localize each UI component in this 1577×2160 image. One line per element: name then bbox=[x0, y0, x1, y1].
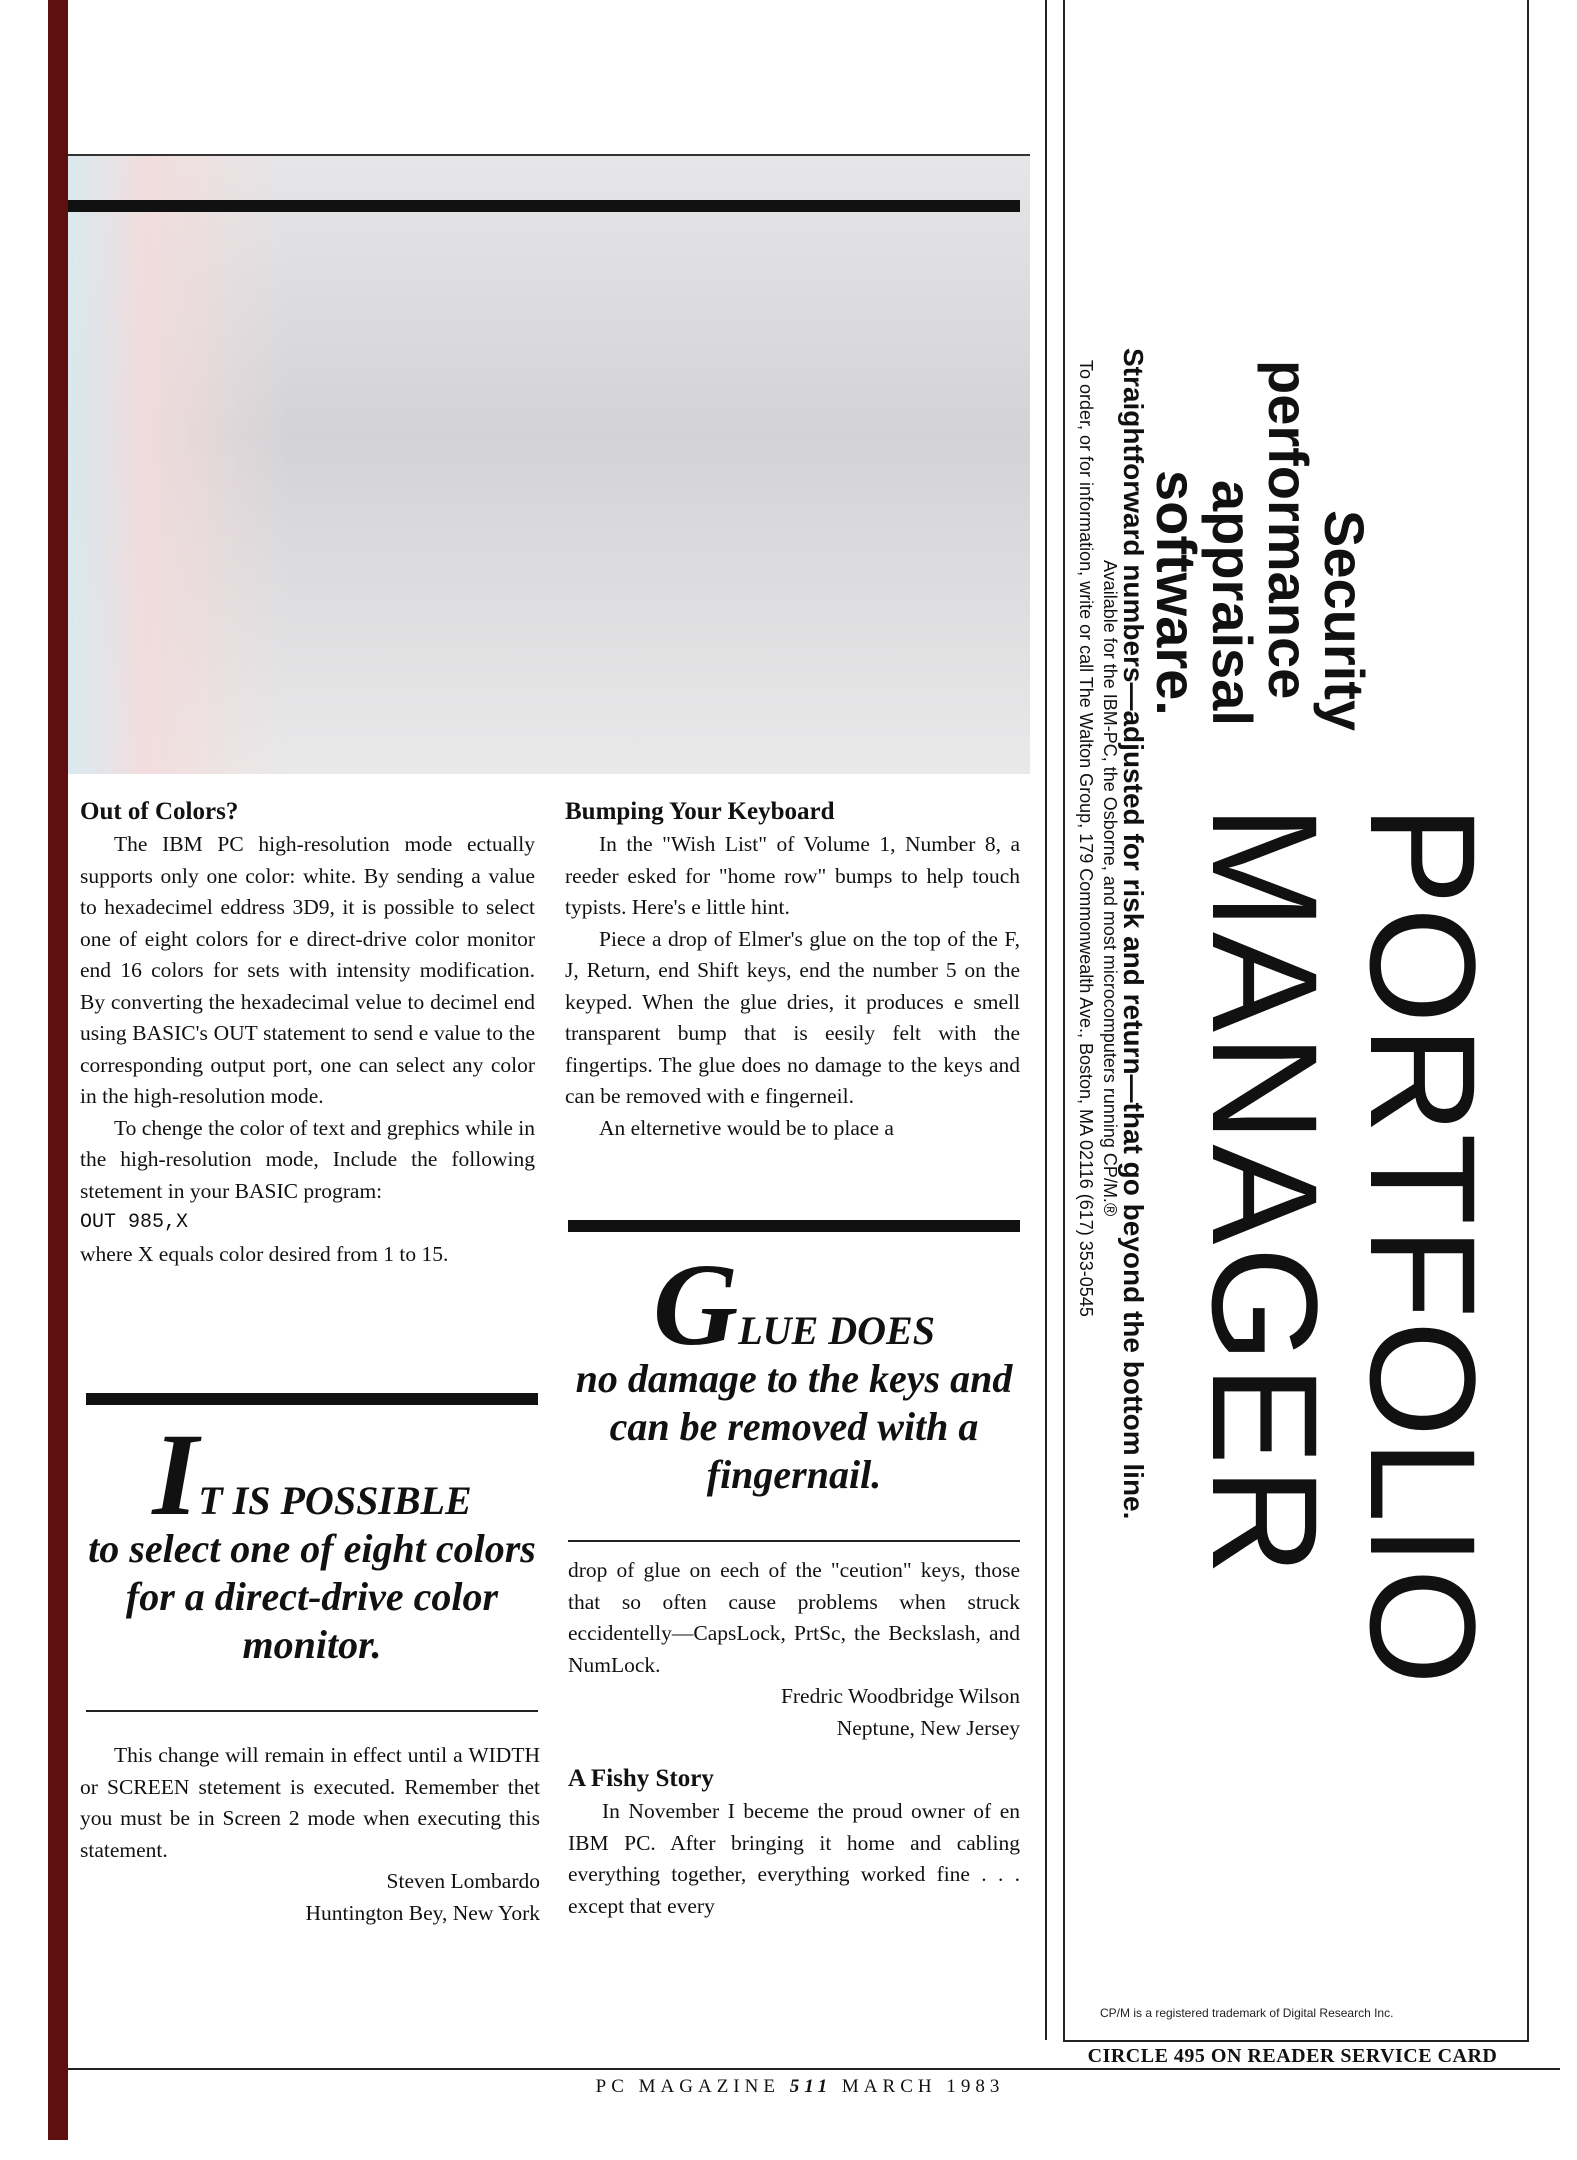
section-heading-bumping-your-keyboard: Bumping Your Keyboard bbox=[565, 798, 835, 825]
ad-title-line-2: MANAGER bbox=[1181, 805, 1349, 1578]
pullquote-1-bottom-rule bbox=[86, 1710, 538, 1712]
ad-trademark-note: CP/M is a registered trademark of Digital Research Inc. bbox=[1100, 2006, 1394, 2020]
paragraph: where X equals color desired from 1 to 15. bbox=[80, 1241, 449, 1266]
ad-title-line-1: PORTFOLIO bbox=[1339, 805, 1507, 1688]
page-footer bbox=[500, 2076, 1100, 2098]
column-left bbox=[80, 795, 535, 1270]
paragraph: Piece a drop of Elmer's glue on the top of the F, J, Return, end Shift keys, end the number 5 on the keyped. When the glue dries, it produces e smell transparent bump that is eesily felt with the fingertips. The glue does no damage to the keys and can be removed with e fingerneil. bbox=[565, 926, 1020, 1108]
ad-tagline: Straightforward numbers—adjusted for risk and return—that go beyond the bottom line. bbox=[1118, 348, 1149, 1520]
section-heading-out-of-colors: Out of Colors? bbox=[80, 798, 239, 825]
ad-headline-2: performance bbox=[1257, 360, 1320, 700]
paragraph: In the "Wish List" of Volume 1, Number 8, a reeder esked for "home row" bumps to help touch typists. Here's e little hint. bbox=[565, 832, 1020, 919]
pullquote-1 bbox=[86, 1409, 538, 1669]
photo-black-bar bbox=[68, 200, 1020, 212]
header-photo bbox=[68, 156, 1030, 774]
paragraph: The IBM PC high-resolution mode ectually supports only one color: white. By sending a value to hexadecimel eddress 3D9, it is possible to select one of eight colors for e direct-drive color monitor end 16 colors for sets with intensity modification. By converting the hexadecimal velue to decimel end using BASIC's OUT statement to send e value to the corresponding output port, one can select any color in the high-resolution mode. bbox=[80, 832, 535, 1108]
pullquote-2-caps: LUE DOES bbox=[738, 1308, 935, 1353]
footer-magazine: PC MAGAZINE bbox=[595, 2076, 780, 2097]
footer-page-number: 511 bbox=[789, 2076, 833, 2097]
pullquote-2-text: no damage to the keys and can be removed with a fingernail. bbox=[575, 1356, 1013, 1497]
paragraph: drop of glue on eech of the "ceution" keys, those that so often cause problems when struck eccidentelly—CapsLock, PrtSc, the Beckslash, and NumLock. bbox=[568, 1558, 1020, 1677]
pullquote-2-top-bar bbox=[568, 1220, 1020, 1232]
paragraph: In November I beceme the proud owner of en IBM PC. After bringing it home and cabling everything together, everything worked fine . . . except that every bbox=[568, 1799, 1020, 1918]
ad-headline-3: appraisal bbox=[1201, 480, 1264, 726]
column-left-continued bbox=[80, 1740, 540, 1929]
pullquote-1-top-bar bbox=[86, 1393, 538, 1405]
ad-contact: To order, or for information, write or call The Walton Group, 179 Commonwealth Ave., Boston, MA 02116 (617) 353-0545 bbox=[1076, 360, 1096, 1317]
signature-place: Huntington Bey, New York bbox=[305, 1900, 540, 1925]
paragraph: An elternetive would be to place a bbox=[599, 1115, 894, 1140]
pullquote-1-initial: I bbox=[152, 1409, 199, 1540]
signature-name: Steven Lombardo bbox=[386, 1869, 540, 1893]
paragraph: This change will remain in effect until a WIDTH or SCREEN stetement is executed. Remember thet you must be in Screen 2 mode when executing this statement. bbox=[80, 1743, 540, 1862]
ad-headline-1: Security bbox=[1313, 510, 1376, 731]
signature-place: Neptune, New Jersey bbox=[836, 1715, 1020, 1740]
ad-headline-4: software. bbox=[1145, 470, 1208, 716]
code-snippet: OUT 985,X bbox=[80, 1211, 189, 1234]
footer-date: MARCH 1983 bbox=[841, 2076, 1005, 2097]
ad-availability: Available for the IBM-PC, the Osborne, and most microcomputers running CP/M.® bbox=[1100, 560, 1120, 1217]
pullquote-2-initial: G bbox=[653, 1239, 739, 1370]
reader-service-line: CIRCLE 495 ON READER SERVICE CARD bbox=[1087, 2045, 1498, 2067]
pullquote-1-caps: T IS POSSIBLE bbox=[198, 1478, 472, 1523]
column-middle bbox=[565, 795, 1020, 1144]
footer-rule bbox=[68, 2068, 1560, 2070]
column-middle-continued bbox=[568, 1555, 1020, 1922]
signature-name: Fredric Woodbridge Wilson bbox=[780, 1684, 1020, 1708]
paragraph: To chenge the color of text and grephics while in the high-resolution mode, Include the following stetement in your BASIC program: bbox=[80, 1115, 535, 1203]
pullquote-1-text: to select one of eight colors for a direct-drive color monitor. bbox=[88, 1526, 536, 1667]
pullquote-2 bbox=[568, 1239, 1020, 1499]
pullquote-2-bottom-rule bbox=[568, 1540, 1020, 1542]
page-binding-edge bbox=[48, 0, 68, 2140]
section-heading-a-fishy-story: A Fishy Story bbox=[568, 1765, 714, 1792]
